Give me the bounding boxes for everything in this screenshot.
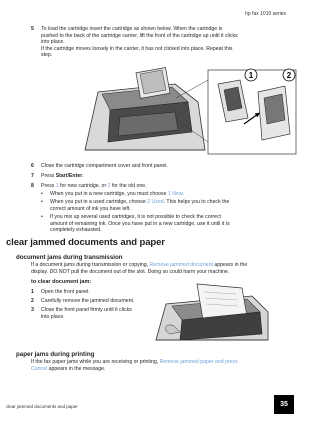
- text: for the old one.: [110, 183, 147, 189]
- key-label: 2 Used: [147, 199, 164, 205]
- key-label: 1 New: [167, 191, 183, 197]
- text: .: [182, 191, 184, 197]
- bullet-dot: •: [41, 199, 43, 205]
- key-label: 2: [107, 183, 111, 189]
- text: When you put in a used cartridge, choose: [50, 199, 148, 205]
- step-text: Close the cartridge compartment cover and front panel.: [41, 163, 168, 169]
- step-number: 1: [31, 289, 34, 295]
- subsection-heading: paper jams during printing: [16, 351, 95, 358]
- running-header: hp fax 1010 series: [245, 11, 286, 17]
- text: Press: [41, 183, 56, 189]
- cartridge-install-illustration: [80, 62, 298, 159]
- text: If you mix up several used cartridges, it is not possible to check the correct: [50, 214, 221, 220]
- button-name: Start/Enter: [55, 173, 83, 179]
- text: amount of remaining ink. Once you have put in a new cartridge, use it until it is: [50, 220, 230, 227]
- text: correct amount of ink you have left.: [50, 205, 131, 212]
- bullet-dot: •: [41, 214, 43, 220]
- procedure-heading: to clear document jam:: [31, 279, 92, 285]
- step-number: 3: [31, 307, 34, 313]
- text: display. DO NOT pull the document out of the slot. Doing so could harm your machine.: [31, 268, 230, 275]
- callout-2: 2: [286, 71, 292, 80]
- step-line: To load the cartridge insert the cartridge as shown below. When the cartridge is: [41, 26, 223, 32]
- footer-section-name: clear jammed documents and paper: [6, 404, 78, 409]
- subsection-heading: document jams during transmission: [16, 254, 123, 261]
- callout-1: 1: [248, 71, 254, 80]
- step-text: [41, 307, 151, 320]
- display-message: Cancel: [31, 365, 48, 372]
- step-number: 7: [31, 173, 34, 179]
- paragraph: [31, 262, 286, 275]
- step-text: Carefully remove the jammed document.: [41, 298, 135, 304]
- display-message: Remove jammed paper and press: [159, 359, 238, 365]
- section-heading: clear jammed documents and paper: [6, 237, 165, 248]
- step-line: pushed to the back of the cartridge carrier, lift the front of the cartridge up until it clicks: [41, 32, 238, 39]
- step-text: [41, 26, 286, 59]
- text: Close the front panel firmly until it clicks: [41, 307, 132, 313]
- step-line: into place.: [41, 39, 65, 46]
- paragraph: [31, 359, 286, 372]
- step-number: 6: [31, 163, 34, 169]
- text: for new cartridge, or: [58, 183, 108, 189]
- text: If the fax paper jams while you are receiving or printing,: [31, 359, 160, 365]
- text: into place.: [41, 313, 65, 320]
- step-number: 8: [31, 183, 34, 189]
- step-line: If the cartridge moves loosely in the carrier, it has not clicked into place. Repeat this: [41, 45, 233, 52]
- step-text: [41, 173, 286, 180]
- step-number: 5: [31, 26, 34, 32]
- text: . This helps you to check the: [163, 199, 230, 205]
- key-label: 1: [55, 183, 59, 189]
- bullet-text: [50, 191, 275, 198]
- text: appears in the message.: [47, 365, 106, 372]
- text: .: [82, 173, 84, 179]
- text: Press: [41, 173, 56, 179]
- bullet-dot: •: [41, 191, 43, 197]
- display-message: Remove jammed document: [149, 262, 213, 268]
- page-number: 35: [274, 395, 294, 414]
- bullet-text: [50, 199, 275, 212]
- bullet-text: [50, 214, 275, 234]
- step-line: step.: [41, 52, 53, 59]
- text: If a document jams during transmission or copying,: [31, 262, 150, 268]
- step-text: [41, 183, 286, 190]
- text: completely exhausted.: [50, 227, 102, 234]
- document-jam-illustration: [152, 282, 272, 344]
- text: When you put in a new cartridge, you must choose: [50, 191, 168, 197]
- step-number: 2: [31, 298, 34, 304]
- step-text: Open the front panel.: [41, 289, 90, 295]
- text: appears in the: [212, 262, 248, 268]
